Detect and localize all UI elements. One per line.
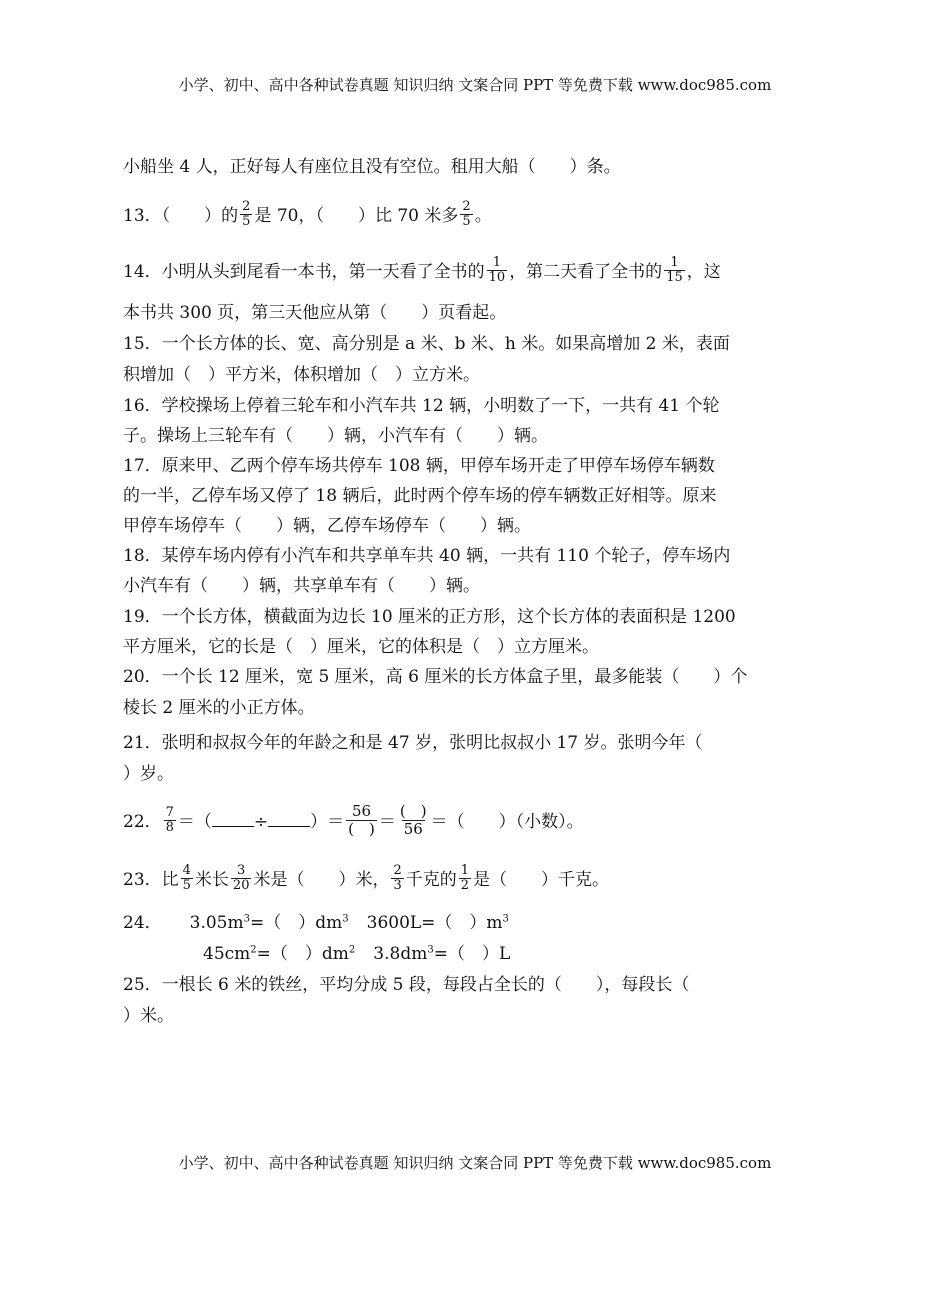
blank-line	[212, 812, 254, 827]
page-header: 小学、初中、高中各种试卷真题 知识归纳 文案合同 PPT 等免费下载 www.doc985.com	[178, 76, 772, 94]
question-17-line1: 17．原来甲、乙两个停车场共停车 108 辆，甲停车场开走了甲停车场停车辆数	[123, 456, 715, 476]
fraction: $\frac{7}{8}$	[165, 805, 174, 835]
question-21-line1: 21．张明和叔叔今年的年龄之和是 47 岁，张明比叔叔小 17 岁。张明今年（	[123, 733, 703, 753]
question-12-continuation: 小船坐 4 人，正好每人有座位且没有空位。租用大船（ ）条。	[123, 157, 621, 177]
question-23: 23．比 $\frac{4}{5}$ 米长 $\frac{3}{20}$ 米是（ ）米， $\frac{2}{3}$ 千克的 $\frac{1}{2}$ 是（ ）千克。	[123, 863, 610, 893]
question-14-line2: 本书共 300 页，第三天他应从第（ ）页看起。	[123, 303, 507, 323]
fraction: $\frac{2}{5}$	[462, 199, 471, 229]
question-14: 14．小明从头到尾看一本书，第一天看了全书的 $\frac{1}{10}$ ，第二天看了全书的 $\frac{1}{15}$ ，这	[123, 255, 721, 285]
question-16-line2: 子。操场上三轮车有（ ）辆，小汽车有（ ）辆。	[123, 426, 548, 446]
fraction: $\frac{1}{15}$	[666, 255, 683, 285]
fraction: $\frac{1}{10}$	[488, 255, 506, 285]
question-13: 13．（ ）的 $\frac{2}{5}$ 是 70，（ ）比 70 米多 $\frac{2}{5}$ 。	[123, 199, 492, 229]
question-24-line2: $45cm^2=$（ ）$dm^2$ $3.8dm^3=$（ ）L	[203, 944, 511, 964]
question-16-line1: 16．学校操场上停着三轮车和小汽车共 12 辆，小明数了一下，一共有 41 个轮	[123, 396, 720, 416]
fraction: $\frac{4}{5}$	[182, 863, 191, 893]
question-21-line2: ）岁。	[123, 764, 174, 784]
fraction: $\frac{3}{20}$	[232, 863, 250, 893]
question-15-line1: 15．一个长方体的长、宽、高分别是 a 米、b 米、h 米。如果高增加 2 米，表面	[123, 334, 730, 354]
question-18-line1: 18．某停车场内停有小汽车和共享单车共 40 辆，一共有 110 个轮子，停车场内	[123, 546, 731, 566]
question-17-line3: 甲停车场停车（ ）辆，乙停车场停车（ ）辆。	[123, 516, 531, 536]
question-19-line1: 19．一个长方体，横截面为边长 10 厘米的正方形，这个长方体的表面积是 1200	[123, 607, 736, 627]
question-18-line2: 小汽车有（ ）辆，共享单车有（ ）辆。	[123, 576, 480, 596]
question-20-line2: 棱长 2 厘米的小正方体。	[123, 698, 315, 718]
question-25-line2: ）米。	[123, 1006, 174, 1026]
question-20-line1: 20．一个长 12 厘米，宽 5 厘米，高 6 厘米的长方体盒子里，最多能装（ ）个	[123, 667, 748, 687]
fraction: $\frac{56}{( )}$	[348, 802, 375, 838]
question-17-line2: 的一半，乙停车场又停了 18 辆后，此时两个停车场的停车辆数正好相等。原来	[123, 486, 717, 506]
question-25-line1: 25．一根长 6 米的铁丝，平均分成 5 段，每段占全长的（ ），每段长（	[123, 975, 690, 995]
fraction: $\frac{2}{5}$	[242, 199, 251, 229]
question-19-line2: 平方厘米，它的长是（ ）厘米，它的体积是（ ）立方厘米。	[123, 637, 599, 657]
blank-line	[268, 812, 310, 827]
fraction: $\frac{( )}{56}$	[399, 802, 427, 838]
fraction: $\frac{2}{3}$	[393, 863, 402, 893]
question-15-line2: 积增加（ ）平方米，体积增加（ ）立方米。	[123, 365, 480, 385]
question-24-line1: 24． $3.05m^3=$（ ）$dm^3$ 3600L=（ ）$m^3$	[123, 913, 509, 933]
fraction: $\frac{1}{2}$	[460, 863, 470, 893]
question-22: 22． $\frac{7}{8}$ ＝（ ÷ ）＝ $\frac{56}{( )}$ ＝ $\frac{( )}{56}$ ＝（ ）（小数）。	[123, 802, 584, 838]
page-footer: 小学、初中、高中各种试卷真题 知识归纳 文案合同 PPT 等免费下载 www.doc985.com	[178, 1154, 772, 1172]
